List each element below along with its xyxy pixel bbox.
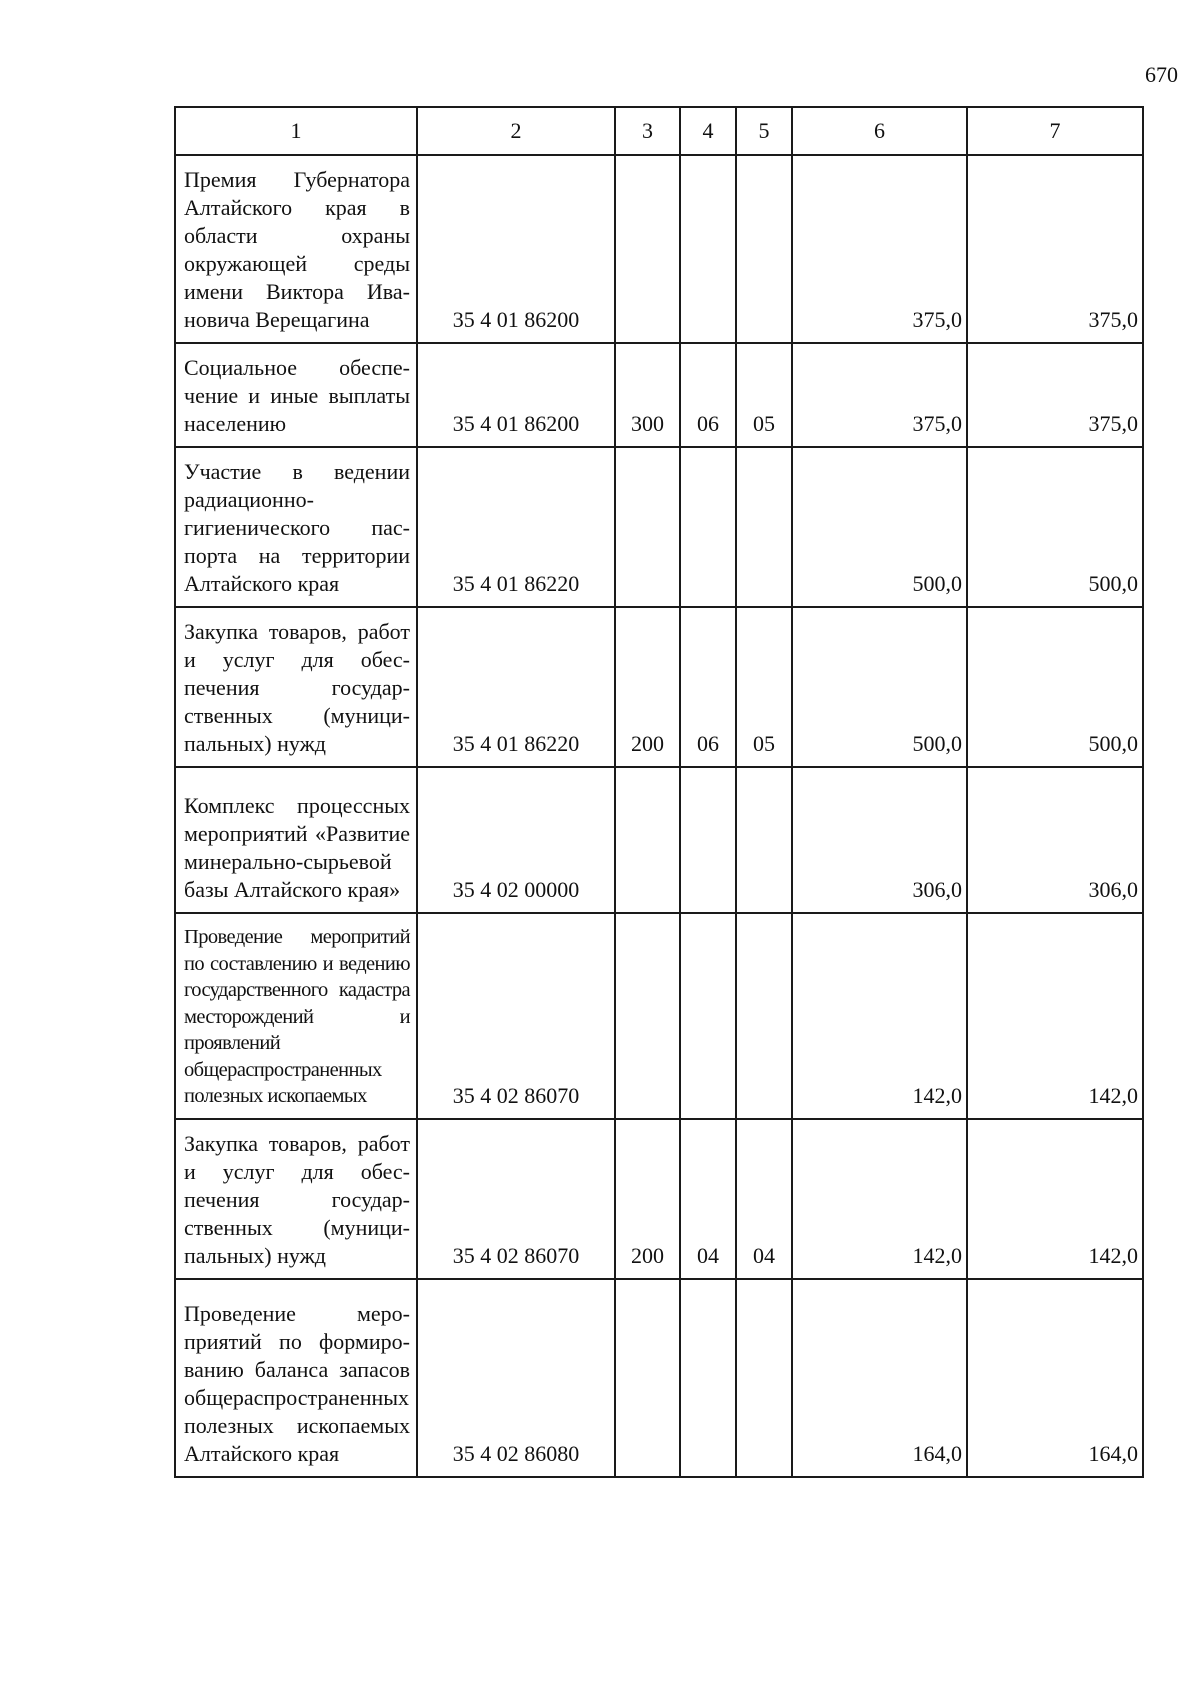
row-col-4 — [680, 913, 736, 1119]
row-code: 35 4 02 00000 — [417, 767, 615, 913]
row-col-6: 500,0 — [792, 447, 967, 607]
row-col-3 — [615, 1279, 680, 1477]
row-col-6: 142,0 — [792, 1119, 967, 1279]
row-name: Закупка товаров, работ и услуг для обеспечения государственных (муниципальных) нужд — [175, 1119, 417, 1279]
header-col-4: 4 — [680, 107, 736, 155]
row-name: Участие в ведении радиационно-гигиенического паспорта на территории Алтайского края — [175, 447, 417, 607]
row-name: Комплекс процессных мероприятий «Развитие минерально-сырьевой базы Алтайского края» — [175, 767, 417, 913]
row-code: 35 4 01 86200 — [417, 343, 615, 447]
budget-table — [174, 106, 1144, 1478]
table-row — [175, 767, 1143, 913]
row-col-3: 200 — [615, 1119, 680, 1279]
row-col-7: 500,0 — [967, 447, 1143, 607]
row-col-7: 306,0 — [967, 767, 1143, 913]
table-row — [175, 447, 1143, 607]
row-code: 35 4 01 86200 — [417, 155, 615, 343]
row-col-7: 142,0 — [967, 1119, 1143, 1279]
header-col-5: 5 — [736, 107, 792, 155]
row-col-5 — [736, 155, 792, 343]
header-col-1: 1 — [175, 107, 417, 155]
row-col-5: 05 — [736, 607, 792, 767]
row-col-5 — [736, 1279, 792, 1477]
row-col-3 — [615, 155, 680, 343]
row-col-5: 04 — [736, 1119, 792, 1279]
header-col-2: 2 — [417, 107, 615, 155]
row-name: Социальное обеспечение и иные выплаты населению — [175, 343, 417, 447]
header-col-3: 3 — [615, 107, 680, 155]
row-name: Закупка товаров, работ и услуг для обеспечения государственных (муниципальных) нужд — [175, 607, 417, 767]
table-row — [175, 913, 1143, 1119]
row-col-7: 164,0 — [967, 1279, 1143, 1477]
table-body — [175, 155, 1143, 1477]
row-col-3: 200 — [615, 607, 680, 767]
row-col-7: 375,0 — [967, 155, 1143, 343]
row-col-7: 500,0 — [967, 607, 1143, 767]
table-row — [175, 155, 1143, 343]
row-code: 35 4 01 86220 — [417, 447, 615, 607]
table-row — [175, 1279, 1143, 1477]
table-row — [175, 1119, 1143, 1279]
row-col-3 — [615, 913, 680, 1119]
row-code: 35 4 02 86070 — [417, 1119, 615, 1279]
row-col-5: 05 — [736, 343, 792, 447]
table-header-row — [175, 107, 1143, 155]
row-col-6: 164,0 — [792, 1279, 967, 1477]
row-col-6: 306,0 — [792, 767, 967, 913]
row-code: 35 4 02 86080 — [417, 1279, 615, 1477]
row-col-5 — [736, 913, 792, 1119]
row-name: Проведение мероприятий по формированию баланса запасов общераспространенных полезных ископаемых Алтайского края — [175, 1279, 417, 1477]
row-col-4 — [680, 767, 736, 913]
row-col-4: 06 — [680, 607, 736, 767]
row-col-4: 04 — [680, 1119, 736, 1279]
table-row — [175, 343, 1143, 447]
row-col-4 — [680, 447, 736, 607]
header-col-6: 6 — [792, 107, 967, 155]
row-col-4: 06 — [680, 343, 736, 447]
row-col-7: 142,0 — [967, 913, 1143, 1119]
page-number: 670 — [1145, 62, 1178, 87]
row-code: 35 4 01 86220 — [417, 607, 615, 767]
row-col-4 — [680, 1279, 736, 1477]
header-col-7: 7 — [967, 107, 1143, 155]
row-col-3 — [615, 767, 680, 913]
row-col-3: 300 — [615, 343, 680, 447]
table-row — [175, 607, 1143, 767]
row-col-5 — [736, 447, 792, 607]
row-col-3 — [615, 447, 680, 607]
row-col-6: 142,0 — [792, 913, 967, 1119]
row-col-6: 500,0 — [792, 607, 967, 767]
row-name: Проведение меропритий по составлению и ведению государственного кадастра месторождений и проявлений общераспространенных полезных ископаемых — [175, 913, 417, 1119]
row-name: Премия Губернатора Алтайского края в области охраны окружающей среды имени Виктора Ивановича Верещагина — [175, 155, 417, 343]
row-col-5 — [736, 767, 792, 913]
row-col-7: 375,0 — [967, 343, 1143, 447]
row-col-4 — [680, 155, 736, 343]
row-col-6: 375,0 — [792, 343, 967, 447]
row-col-6: 375,0 — [792, 155, 967, 343]
row-code: 35 4 02 86070 — [417, 913, 615, 1119]
